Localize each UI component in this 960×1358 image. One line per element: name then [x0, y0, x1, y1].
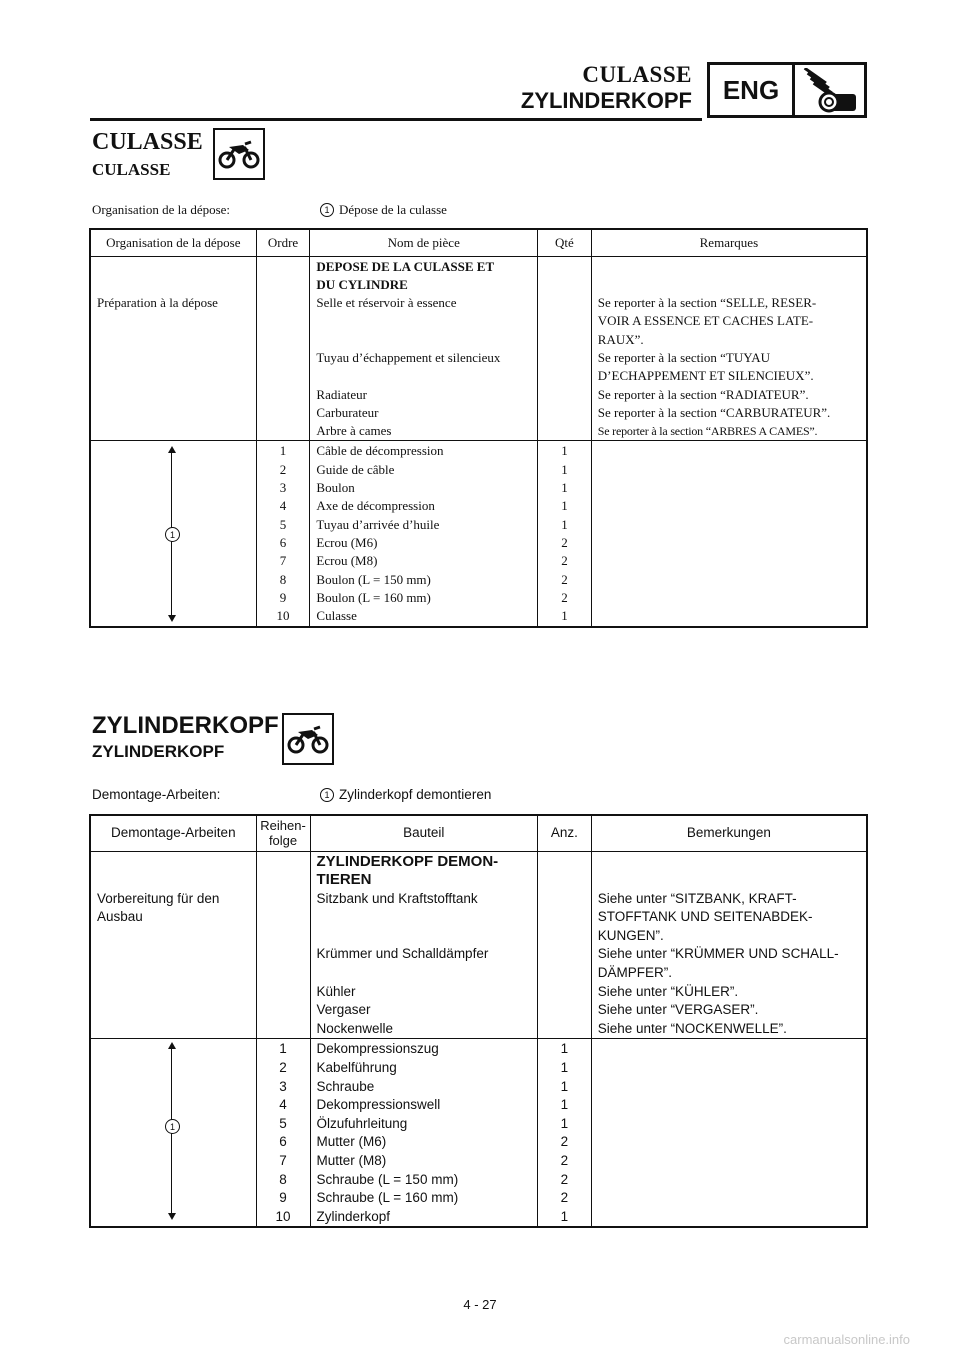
step-number-fr: 1	[320, 203, 334, 217]
part-order: 1	[279, 1041, 287, 1057]
header-title-fr: CULASSE	[582, 62, 692, 87]
prep-item-remark: Se reporter à la section “RADIATEUR”.	[597, 386, 809, 402]
prep-item-name: Radiateur	[316, 386, 367, 402]
part-name: Mutter (M8)	[316, 1153, 387, 1168]
prep-item-name: Arbre à cames	[316, 423, 392, 439]
part-order: 8	[279, 1171, 287, 1187]
prep-item-name: Carburateur	[316, 404, 379, 420]
part-order: 2	[279, 461, 287, 477]
prep-item-remark: Se reporter à la section “TUYAU	[597, 349, 770, 365]
prep-item-remark: Siehe unter “KÜHLER”.	[597, 983, 739, 999]
prep-item-remark: Se reporter à la section “ARBRES A CAMES”.	[597, 424, 818, 439]
part-order: 9	[279, 1190, 287, 1206]
part-name: Ecrou (M6)	[316, 534, 378, 550]
group-bracket-fr	[90, 441, 256, 627]
part-qty: 1	[560, 1097, 569, 1113]
col-header-de-3: Anz.	[538, 815, 592, 851]
part-qty: 2	[560, 1171, 569, 1187]
part-qty: 1	[561, 516, 568, 532]
col-header-fr-2: Nom de pièce	[310, 229, 538, 256]
prep-label-de: Vorbereitung für den	[97, 890, 220, 906]
section-badge-de	[282, 713, 334, 765]
section-title-de: ZYLINDERKOPF	[92, 712, 279, 739]
prep-label-de-2: Ausbau	[97, 909, 143, 925]
prep-item-name: Kühler	[316, 983, 356, 999]
part-name: Dekompressionszug	[316, 1041, 439, 1057]
prep-item-remark: Siehe unter “SITZBANK, KRAFT-	[597, 890, 797, 906]
prep-item-remark: VOIR A ESSENCE ET CACHES LATE-	[597, 313, 814, 329]
part-order: 7	[279, 1153, 287, 1168]
part-order: 3	[279, 480, 287, 496]
part-qty: 1	[561, 461, 568, 477]
part-order: 3	[279, 1078, 287, 1094]
procedure-line-fr	[92, 202, 230, 218]
part-name: Ölzufuhrleitung	[316, 1115, 408, 1131]
col-header-de-0: Demontage-Arbeiten	[90, 815, 256, 851]
part-order: 5	[279, 1115, 287, 1131]
section-subtitle-fr: CULASSE	[92, 160, 171, 179]
part-name: Boulon (L = 150 mm)	[316, 571, 431, 587]
col-header-de-2: Bauteil	[310, 815, 538, 851]
part-qty: 1	[560, 1078, 569, 1094]
part-order: 7	[279, 553, 287, 569]
part-name: Boulon	[316, 480, 355, 496]
prep-item-name: Krümmer und Schalldämpfer	[316, 946, 489, 962]
part-qty: 2	[561, 589, 568, 605]
part-qty: 2	[561, 534, 568, 550]
section-title-fr: CULASSE	[92, 129, 203, 155]
part-order: 4	[279, 1097, 287, 1113]
procedure-step-de	[320, 787, 491, 802]
prep-item-remark: RAUX”.	[597, 331, 644, 347]
part-name: Schraube (L = 160 mm)	[316, 1190, 459, 1206]
part-order: 4	[279, 498, 287, 514]
part-order: 9	[279, 589, 287, 605]
prep-item-name: Selle et réservoir à essence	[316, 295, 457, 311]
part-qty: 1	[560, 1208, 569, 1224]
prep-label-fr: Préparation à la dépose	[97, 295, 218, 311]
part-qty: 1	[560, 1060, 569, 1076]
eng-label: ENG	[710, 65, 795, 115]
prep-item-remark: Se reporter à la section “SELLE, RESER-	[597, 295, 817, 311]
page-number: 4 - 27	[463, 1297, 497, 1312]
prep-item-remark: DÄMPFER”.	[597, 965, 673, 981]
prep-item-remark: Se reporter à la section “CARBURATEUR”.	[597, 404, 831, 420]
part-name: Schraube	[316, 1078, 375, 1094]
part-name: Dekompressionswell	[316, 1097, 441, 1113]
part-order: 8	[279, 571, 287, 587]
group-marker-fr: 1	[165, 527, 180, 542]
prep-item-name: Tuyau d’échappement et silencieux	[316, 349, 501, 365]
prep-item-remark: Siehe unter “VERGASER”.	[597, 1002, 759, 1018]
eng-badge	[707, 62, 867, 118]
parts-table-de	[89, 814, 868, 1228]
part-order: 1	[279, 443, 287, 459]
group-marker-de: 1	[165, 1119, 180, 1134]
section-badge-fr	[213, 128, 265, 180]
prep-item-name: Nockenwelle	[316, 1020, 394, 1036]
prep-item-remark: Siehe unter “KRÜMMER UND SCHALL-	[597, 946, 839, 962]
part-name: Guide de câble	[316, 461, 395, 477]
part-name: Mutter (M6)	[316, 1134, 387, 1150]
parts-table-fr	[89, 228, 868, 628]
part-name: Tuyau d’arrivée d’huile	[316, 516, 440, 532]
part-name: Boulon (L = 160 mm)	[316, 589, 431, 605]
prep-item-name: Sitzbank und Kraftstofftank	[316, 890, 478, 906]
part-order: 10	[276, 608, 290, 624]
col-header-fr-4: Remarques	[591, 229, 867, 256]
header-rule	[90, 118, 702, 121]
prep-item-name: Vergaser	[316, 1002, 371, 1018]
part-qty: 1	[561, 443, 568, 459]
section-subtitle-de: ZYLINDERKOPF	[92, 742, 225, 761]
prep-item-remark: Siehe unter “NOCKENWELLE”.	[597, 1020, 787, 1036]
prep-item-name: ZYLINDERKOPF DEMON-	[316, 852, 499, 870]
part-name: Culasse	[316, 608, 357, 624]
part-qty: 2	[561, 571, 568, 587]
prep-item-name: TIEREN	[316, 871, 372, 889]
procedure-label-fr: Organisation de la dépose:	[92, 202, 231, 217]
procedure-line-de	[92, 787, 220, 802]
col-header-fr-0: Organisation de la dépose	[90, 229, 256, 256]
col-header-de-4: Bemerkungen	[591, 815, 867, 851]
part-qty: 1	[561, 498, 568, 514]
part-order: 6	[279, 534, 287, 550]
part-qty: 1	[560, 1041, 569, 1057]
part-qty: 2	[560, 1153, 569, 1168]
part-order: 5	[279, 516, 287, 532]
part-qty: 2	[561, 553, 568, 569]
part-order: 10	[275, 1208, 291, 1224]
header-title-de: ZYLINDERKOPF	[520, 88, 692, 113]
part-qty: 1	[560, 1115, 569, 1131]
part-name: Ecrou (M8)	[316, 553, 378, 569]
part-qty: 1	[561, 608, 568, 624]
prep-item-remark: STOFFTANK UND SEITENABDEK-	[597, 909, 813, 925]
part-name: Zylinderkopf	[316, 1208, 391, 1224]
procedure-label-de: Demontage-Arbeiten:	[92, 787, 221, 802]
part-qty: 1	[561, 480, 568, 496]
motorcycle-icon	[215, 130, 263, 178]
step-number-de: 1	[320, 788, 334, 802]
part-name: Axe de décompression	[316, 498, 435, 514]
procedure-text-de: Zylinderkopf demontieren	[339, 787, 492, 802]
col-header-fr-3: Qté	[538, 229, 592, 256]
group-bracket-de	[90, 1039, 256, 1227]
prep-item-name: DU CYLINDRE	[316, 276, 408, 292]
prep-item-name: DEPOSE DE LA CULASSE ET	[316, 258, 495, 274]
part-name: Câble de décompression	[316, 443, 444, 459]
part-order: 6	[279, 1134, 287, 1150]
procedure-step-fr	[320, 202, 447, 218]
procedure-text-fr: Dépose de la culasse	[339, 202, 447, 217]
part-order: 2	[279, 1060, 287, 1076]
part-qty: 2	[560, 1134, 569, 1150]
part-qty: 2	[560, 1190, 569, 1206]
prep-item-remark: KUNGEN”.	[597, 927, 664, 943]
cylinder-head-icon	[796, 68, 862, 114]
watermark: carmanualsonline.info	[783, 1332, 910, 1347]
part-name: Kabelführung	[316, 1060, 397, 1076]
motorcycle-icon	[284, 715, 332, 763]
col-header-de-1: Reihen- folge	[256, 815, 310, 851]
col-header-fr-1: Ordre	[256, 229, 310, 256]
prep-item-remark: D’ECHAPPEMENT ET SILENCIEUX”.	[597, 368, 814, 384]
part-name: Schraube (L = 150 mm)	[316, 1171, 459, 1187]
